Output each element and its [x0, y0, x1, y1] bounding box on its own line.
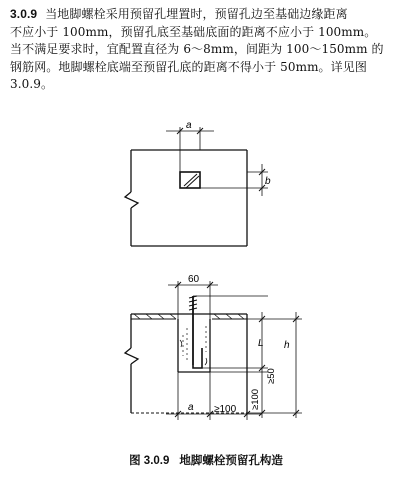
- clause-line-3: 当不满足要求时，宜配置直径为 6～8mm，间距为 100～150mm 的: [10, 42, 384, 57]
- dim-100-bottom-label: ≥100: [214, 404, 237, 415]
- anchor-bolt-hook: [193, 348, 202, 368]
- clause-line-2: 不应小于 100mm，预留孔底至基础底面的距离不应小于 100mm。: [10, 24, 377, 39]
- figure-number: 图 3.0.9: [129, 455, 170, 467]
- clause-text: 当地脚螺栓采用预留孔埋置时，预留孔边至基础边缘距离: [45, 7, 348, 21]
- plan-dim-b-label: b: [265, 176, 271, 187]
- figure-title: 地脚螺栓预留孔构造: [179, 455, 283, 467]
- dim-a-label: a: [188, 402, 194, 413]
- dim-60-label: 60: [188, 274, 200, 285]
- break-line-icon: [125, 348, 138, 364]
- clause-number: 3.0.9: [10, 7, 38, 21]
- clause-line-5: 3.0.9。: [10, 77, 54, 92]
- dim-h-label: h: [284, 340, 290, 351]
- plan-dim-a-label: a: [186, 120, 192, 131]
- section-view: [125, 281, 302, 420]
- clause-line-4: 钢筋网。地脚螺栓底端至预留孔底的距离不得小于 50mm。详见图: [10, 59, 367, 74]
- dim-100-vertical-label: ≥100: [250, 388, 261, 410]
- plan-view: [125, 127, 268, 246]
- break-line-icon: [125, 192, 138, 208]
- plate-hatch: [134, 314, 244, 319]
- dim-L-label: L: [258, 338, 264, 349]
- dim-50-label: ≥50: [266, 368, 277, 384]
- figure-caption: [0, 452, 412, 468]
